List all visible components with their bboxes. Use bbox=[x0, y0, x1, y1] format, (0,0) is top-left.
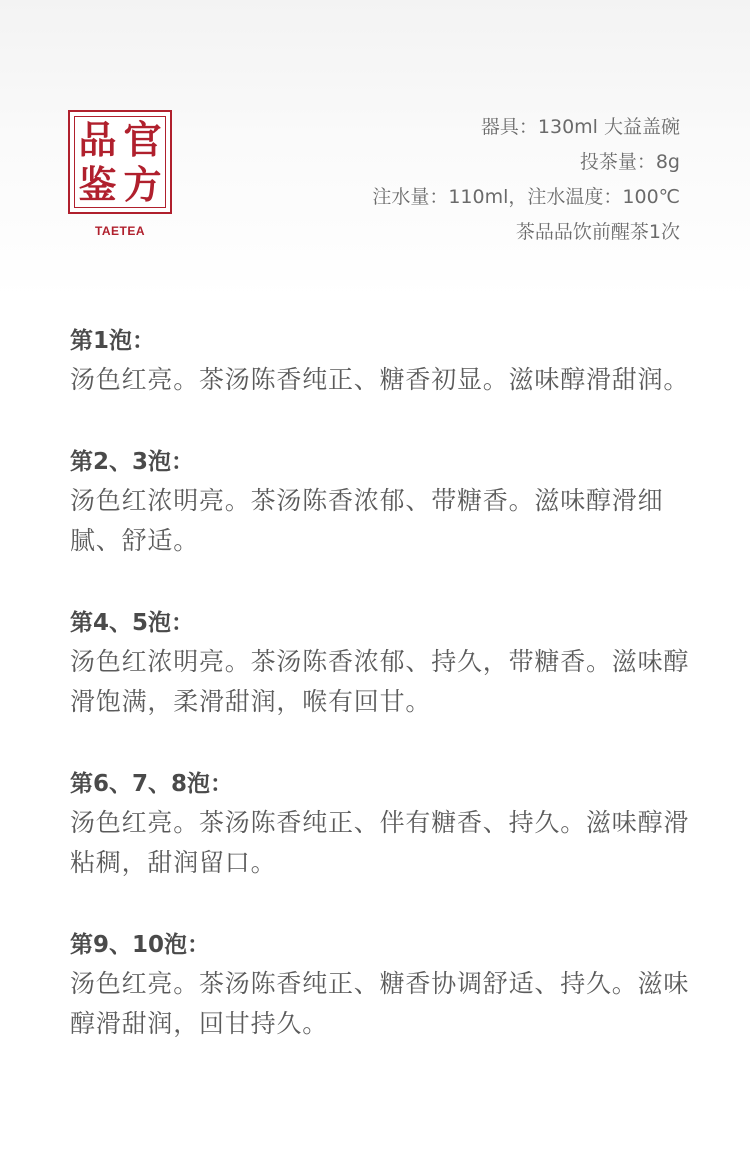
info-water: 注水量：110ml，注水温度：100℃ bbox=[372, 186, 680, 208]
steep-note bbox=[70, 443, 690, 561]
steep-description: 汤色红亮。茶汤陈香纯正、糖香协调舒适、持久。滋味醇滑甜润，回甘持久。 bbox=[70, 969, 690, 1038]
steep-title: 第4、5泡： bbox=[70, 610, 195, 636]
info-vessel: 器具：130ml 大益盖碗 bbox=[480, 116, 680, 138]
steeping-notes bbox=[70, 322, 690, 1087]
steep-note bbox=[70, 322, 690, 400]
official-tasting-logo bbox=[68, 110, 178, 238]
seal-char-fang: 方 bbox=[123, 162, 162, 207]
seal-char-jian: 鉴 bbox=[78, 162, 117, 207]
seal-char-guan: 官 bbox=[123, 117, 162, 162]
seal-char-pin: 品 bbox=[78, 117, 117, 162]
steep-description: 汤色红亮。茶汤陈香纯正、伴有糖香、持久。滋味醇滑粘稠，甜润留口。 bbox=[70, 808, 690, 877]
steep-title: 第9、10泡： bbox=[70, 932, 211, 958]
steep-title: 第2、3泡： bbox=[70, 449, 195, 475]
brand-name: TAETEA bbox=[94, 224, 146, 238]
steep-title: 第6、7、8泡： bbox=[70, 771, 234, 797]
info-rinse: 茶品品饮前醒茶1次 bbox=[515, 221, 680, 243]
steep-note bbox=[70, 604, 690, 722]
steep-description: 汤色红浓明亮。茶汤陈香浓郁、带糖香。滋味醇滑细腻、舒适。 bbox=[70, 486, 664, 555]
steep-note bbox=[70, 926, 690, 1044]
info-tea-amount: 投茶量：8g bbox=[579, 151, 680, 173]
seal-inner-frame bbox=[74, 116, 166, 208]
steep-description: 汤色红亮。茶汤陈香纯正、糖香初显。滋味醇滑甜润。 bbox=[70, 365, 690, 394]
steep-title: 第1泡： bbox=[70, 328, 156, 354]
steep-description: 汤色红浓明亮。茶汤陈香浓郁、持久，带糖香。滋味醇滑饱满，柔滑甜润，喉有回甘。 bbox=[70, 647, 690, 716]
brewing-info bbox=[372, 110, 680, 250]
seal-stamp bbox=[68, 110, 172, 214]
steep-note bbox=[70, 765, 690, 883]
